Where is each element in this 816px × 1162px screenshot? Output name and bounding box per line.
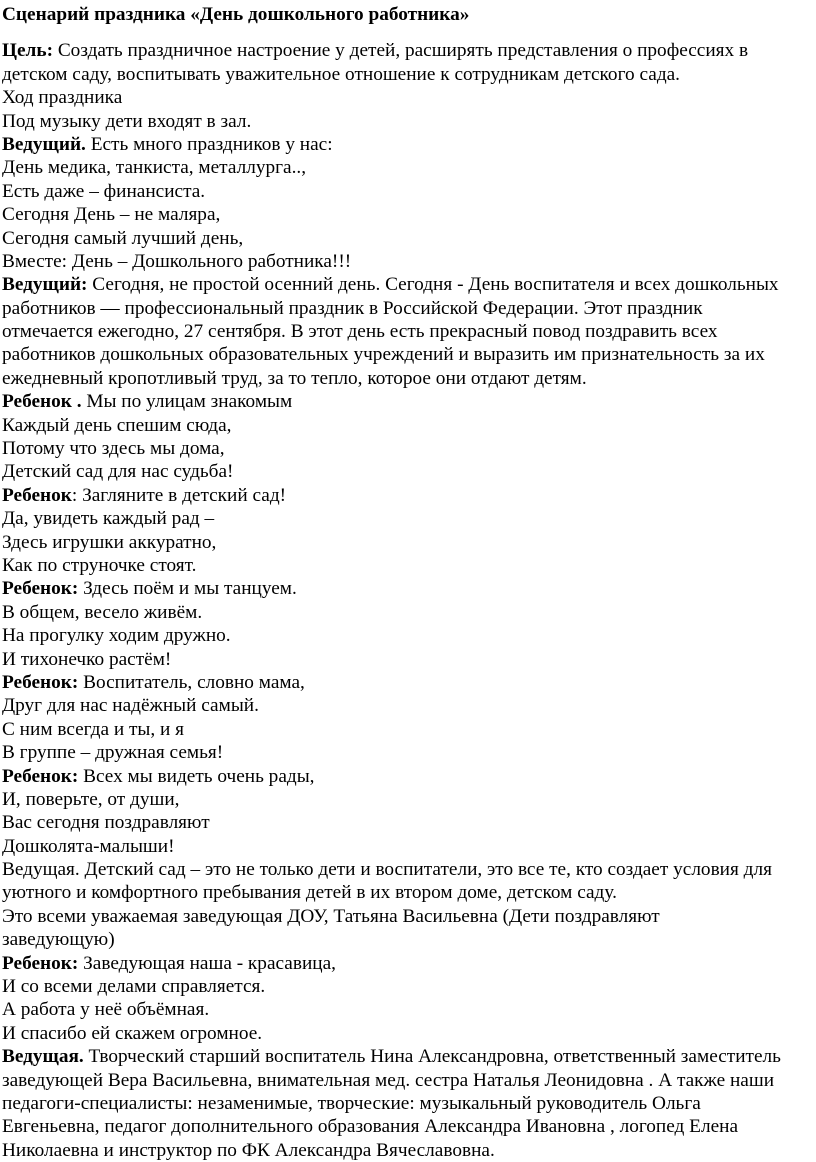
verse-line: Мы по улицам знакомым [81,391,293,413]
paragraph-line: заведующую) [2,929,115,951]
verse-line: Сегодня День – не маляра, [2,204,221,226]
host-verse-1 [2,133,816,273]
child-verse-6 [2,952,816,1046]
verse-line: Сегодня самый лучший день, [2,227,244,249]
paragraph-line: Николаевна и инструктор по ФК Александра Вячеславовна. [2,1139,495,1161]
speaker-label: Ведущая. [2,1046,84,1068]
paragraph-line: Ведущая. Детский сад – это не только дети и воспитатели, это все те, кто создает условия для [2,859,772,881]
speaker-label: Ребенок . [2,391,82,413]
verse-line: А работа у неё объёмная. [2,999,210,1021]
paragraph-line: заведующей Вера Васильевна, внимательная мед. сестра Наталья Леонидовна . А также наши [2,1069,775,1091]
verse-line: И тихонечко растём! [2,648,172,670]
verse-line: На прогулку ходим дружно. [2,625,231,647]
intro-line: Ход праздника [2,87,123,109]
paragraph-line: Евгеньевна, педагог дополнительного образования Александра Ивановна , логопед Елена [2,1116,738,1138]
child-verse-5 [2,765,816,859]
verse-line: Вас сегодня поздравляют [2,812,210,834]
document-title: Сценарий праздника «День дошкольного работника» [2,4,470,25]
paragraph-line: Творческий старший воспитатель Нина Александровна, ответственный заместитель [83,1046,781,1068]
verse-line: Каждый день спешим сюда, [2,414,232,436]
verse-line: Да, увидеть каждый рад – [2,508,215,530]
speaker-label: Ребенок: [2,671,79,693]
verse-line: Воспитатель, словно мама, [78,671,305,693]
goal-label: Цель: [2,40,53,62]
verse-line: Есть много праздников у нас: [85,133,333,155]
speaker-label: Ведущий: [2,274,88,296]
verse-line: Детский сад для нас судьба! [2,461,234,483]
verse-line: И спасибо ей скажем огромное. [2,1022,263,1044]
paragraph-line: Сегодня, не простой осенний день. Сегодня - День воспитателя и всех дошкольных [87,274,779,296]
goal-text-1: Создать праздничное настроение у детей, расширять представления о профессиях в [53,40,749,62]
child-verse-1 [2,390,816,484]
verse-line: Есть даже – финансиста. [2,180,206,202]
verse-line: День медика, танкиста, металлурга.., [2,157,307,179]
verse-line: Дошколята-малыши! [2,835,175,857]
goal-text-2: детском саду, воспитывать уважительное отношение к сотрудникам детского сада. [2,63,681,85]
verse-line: Заведующая наша - красавица, [78,952,336,974]
paragraph-line: ежедневный кропотливый труд, за то тепло, которое они отдают детям. [2,367,587,389]
verse-line: Вместе: День – Дошкольного работника!!! [2,250,352,272]
verse-line: Здесь поём и мы танцуем. [78,578,297,600]
verse-line: Друг для нас надёжный самый. [2,695,259,717]
paragraph-line: отмечается ежегодно, 27 сентября. В этот день есть прекрасный повод поздравить всех [2,321,718,343]
verse-line: : Загляните в детский сад! [71,484,287,506]
child-verse-2 [2,484,816,578]
verse-line: Здесь игрушки аккуратно, [2,531,217,553]
goal-paragraph [2,39,816,86]
paragraph-line: работников — профессиональный праздник в Российской Федерации. Этот праздник [2,297,703,319]
speaker-label: Ребенок [2,484,72,506]
paragraph-line: работников дошкольных образовательных учреждений и выразить им признательность за их [2,344,765,366]
paragraph-line: уютного и комфортного пребывания детей в их втором доме, детском саду. [2,882,617,904]
verse-line: Потому что здесь мы дома, [2,438,225,460]
paragraph-line: Это всеми уважаемая заведующая ДОУ, Татьяна Васильевна (Дети поздравляют [2,905,660,927]
host-paragraph-2 [2,273,816,390]
verse-line: В группе – дружная семья! [2,742,224,764]
paragraph-line: педагоги-специалисты: незаменимые, творческие: музыкальный руководитель Ольга [2,1092,701,1114]
host-paragraph-3 [2,858,816,952]
speaker-label: Ребенок: [2,578,79,600]
verse-line: И, поверьте, от души, [2,788,180,810]
host-paragraph-4 [2,1045,816,1162]
speaker-label: Ребенок: [2,765,79,787]
verse-line: В общем, весело живём. [2,601,203,623]
speaker-label: Ребенок: [2,952,79,974]
verse-line: С ним всегда и ты, и я [2,718,184,740]
intro-line: Под музыку дети входят в зал. [2,110,252,132]
child-verse-4 [2,671,816,765]
child-verse-3 [2,577,816,671]
verse-line: Всех мы видеть очень рады, [78,765,315,787]
verse-line: Как по струночке стоят. [2,554,197,576]
speaker-label: Ведущий. [2,133,86,155]
verse-line: И со всеми делами справляется. [2,976,266,998]
